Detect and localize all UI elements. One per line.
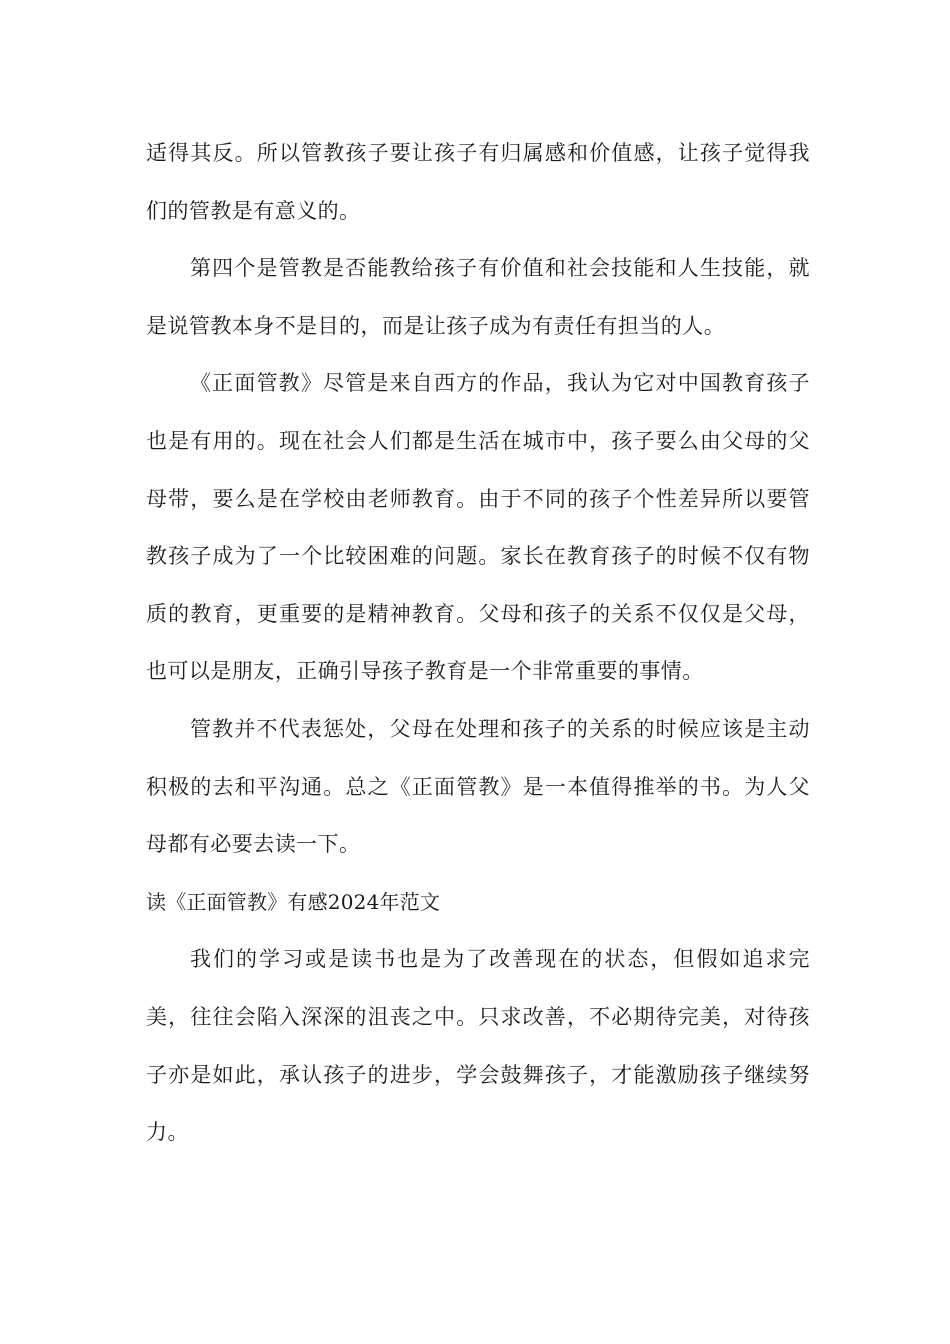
paragraph-3: 《正面管教》尽管是来自西方的作品，我认为它对中国教育孩子也是有用的。现在社会人们都是生活在城市中，孩子要么由父母的父母带，要么是在学校由老师教育。由于不同的孩子个性差异所以要管教孩子成为了一个比较困难的问题。家长在教育孩子的时候不仅有物质的教育，更重要的是精神教育。父母和孩子的关系不仅仅是父母，也可以是朋友，正确引导孩子教育是一个非常重要的事情。 — [146, 371, 810, 684]
document-body — [146, 125, 810, 1162]
paragraph-4: 管教并不代表惩处，父母在处理和孩子的关系的时候应该是主动积极的去和平沟通。总之《正面管教》是一本值得推举的书。为人父母都有必要去读一下。 — [146, 716, 810, 857]
paragraph-2: 第四个是管教是否能教给孩子有价值和社会技能和人生技能，就是说管教本身不是目的，而是让孩子成为有责任有担当的人。 — [146, 256, 810, 338]
paragraph-5: 我们的学习或是读书也是为了改善现在的状态，但假如追求完美，往往会陷入深深的沮丧之中。只求改善，不必期待完美，对待孩子亦是如此，承认孩子的进步，学会鼓舞孩子，才能激励孩子继续努力。 — [146, 947, 810, 1145]
section-heading: 读《正面管教》有感2024年范文 — [146, 889, 441, 914]
paragraph-1: 适得其反。所以管教孩子要让孩子有归属感和价值感，让孩子觉得我们的管教是有意义的。 — [146, 141, 810, 223]
